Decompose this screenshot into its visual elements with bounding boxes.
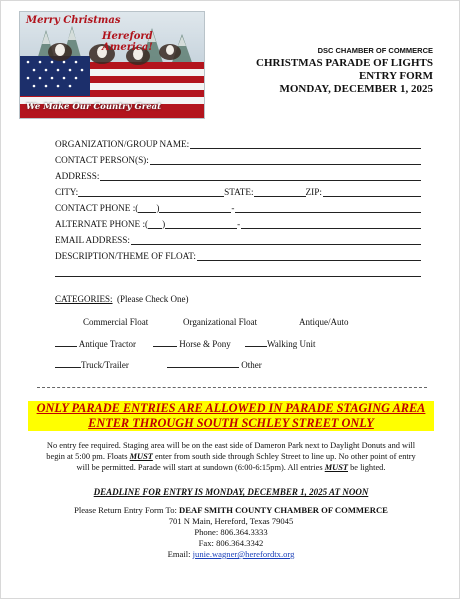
return-street: 701 N Main, Hereford, Texas 79045 xyxy=(168,516,294,526)
email-label: EMAIL ADDRESS: xyxy=(55,235,130,245)
description-field[interactable] xyxy=(197,251,421,261)
alternate-phone-area-field[interactable] xyxy=(148,219,162,229)
email-row xyxy=(55,233,421,245)
category-antique-tractor-row[interactable] xyxy=(55,338,136,349)
description-field-2[interactable] xyxy=(55,267,421,277)
info-line3a: will be permitted. Parade will start at sundown (6:00-6:15pm). All entries xyxy=(76,463,325,473)
city-label: CITY: xyxy=(55,187,79,197)
email-field[interactable] xyxy=(131,235,421,245)
truck-trailer-blank[interactable] xyxy=(55,359,81,368)
header-org: DSC CHAMBER OF COMMERCE xyxy=(317,46,433,55)
category-antique-tractor: Antique Tractor xyxy=(78,339,137,349)
contact-phone-prefix-field[interactable] xyxy=(159,203,231,213)
staging-banner-line2: ENTER THROUGH SOUTH SCHLEY STREET ONLY xyxy=(28,416,434,431)
categories-instruction: (Please Check One) xyxy=(117,294,189,304)
info-line3b: be lighted. xyxy=(348,463,386,473)
contact-phone-line-field[interactable] xyxy=(235,203,421,213)
header-subtitle: ENTRY FORM xyxy=(358,70,433,82)
return-prefix: Please Return Entry Form To: xyxy=(74,505,180,515)
state-label: STATE: xyxy=(224,187,254,197)
organization-field[interactable] xyxy=(190,139,421,149)
category-commercial[interactable]: Commercial Float xyxy=(83,317,149,327)
description-label: DESCRIPTION/THEME OF FLOAT: xyxy=(55,251,196,261)
alternate-phone-label: ALTERNATE PHONE :( xyxy=(55,219,149,229)
city-field[interactable] xyxy=(78,187,224,197)
categories-heading-row xyxy=(55,294,189,304)
return-email-label: Email: xyxy=(167,549,193,559)
contact-person-row xyxy=(55,153,421,165)
contact-phone-paren: ) xyxy=(156,203,160,213)
alternate-phone-line-field[interactable] xyxy=(241,219,421,229)
category-horse-pony-row[interactable] xyxy=(153,338,231,349)
category-other-row[interactable] xyxy=(167,359,262,370)
return-email-link[interactable]: junie.wagner@herefordtx.org xyxy=(192,549,295,559)
horse-pony-blank[interactable] xyxy=(153,338,177,347)
info-must1: MUST xyxy=(129,452,153,462)
state-field[interactable] xyxy=(254,187,306,197)
cut-line-divider xyxy=(37,387,427,388)
info-must2: MUST xyxy=(324,463,348,473)
zip-field[interactable] xyxy=(323,187,421,197)
return-phone: Phone: 806.364.3333 xyxy=(194,527,268,537)
category-truck-trailer-row[interactable] xyxy=(55,359,129,370)
staging-banner-line1: ONLY PARADE ENTRIES ARE ALLOWED IN PARADE STAGING AREA xyxy=(28,401,434,416)
return-to-line xyxy=(1,505,460,516)
walking-blank[interactable] xyxy=(245,338,267,347)
other-blank[interactable] xyxy=(167,359,239,368)
info-line2a: begin at 5:00 pm. Floats xyxy=(46,452,130,462)
header-date: MONDAY, DECEMBER 1, 2025 xyxy=(279,83,433,95)
category-other: Other xyxy=(241,360,262,370)
entry-info-paragraph xyxy=(13,440,449,474)
organization-row xyxy=(55,137,421,149)
deadline-notice: DEADLINE FOR ENTRY IS MONDAY, DECEMBER 1, 2025 AT NOON xyxy=(93,487,369,497)
zip-label: ZIP: xyxy=(305,187,322,197)
categories-heading: CATEGORIES: xyxy=(55,294,113,304)
address-field[interactable] xyxy=(100,171,421,181)
alternate-phone-paren: ) xyxy=(162,219,166,229)
chamber-logo xyxy=(19,11,205,119)
alternate-phone-prefix-field[interactable] xyxy=(165,219,237,229)
info-line2b: enter from south side through Schley Street to line up. No other point of entry xyxy=(152,452,416,462)
contact-phone-dash: - xyxy=(231,203,235,213)
contact-person-field[interactable] xyxy=(150,155,421,165)
address-label: ADDRESS: xyxy=(55,171,100,181)
category-truck-trailer: Truck/Trailer xyxy=(81,360,129,370)
description-row xyxy=(55,249,421,261)
category-organizational[interactable]: Organizational Float xyxy=(183,317,258,327)
return-fax: Fax: 806.364.3342 xyxy=(198,538,264,548)
category-antique-auto[interactable]: Antique/Auto xyxy=(299,317,349,327)
header-title: CHRISTMAS PARADE OF LIGHTS xyxy=(256,57,433,69)
return-email-line xyxy=(1,549,460,560)
antique-tractor-blank[interactable] xyxy=(55,338,77,347)
contact-phone-area-field[interactable] xyxy=(138,203,156,213)
category-walking-row[interactable] xyxy=(245,338,316,349)
city-row xyxy=(55,185,421,197)
contact-phone-label: CONTACT PHONE :( xyxy=(55,203,139,213)
description-row-2 xyxy=(55,265,421,277)
organization-label: ORGANIZATION/GROUP NAME: xyxy=(55,139,190,149)
alternate-phone-dash: - xyxy=(237,219,241,229)
alternate-phone-row xyxy=(55,217,421,229)
address-row xyxy=(55,169,421,181)
contact-person-label: CONTACT PERSON(S): xyxy=(55,155,149,165)
contact-phone-row xyxy=(55,201,421,213)
logo-tagline: We Make Our Country Great xyxy=(26,102,162,112)
logo-town: Hereford America! xyxy=(102,31,153,53)
info-line1: No entry fee required. Staging area will be on the east side of Dameron Park next to Daylight Donuts and will xyxy=(46,441,416,450)
return-org: DEAF SMITH COUNTY CHAMBER OF COMMERCE xyxy=(179,505,388,515)
category-horse-pony: Horse & Pony xyxy=(179,339,231,349)
category-walking: Walking Unit xyxy=(267,339,316,349)
logo-greeting: Merry Christmas xyxy=(26,15,121,26)
